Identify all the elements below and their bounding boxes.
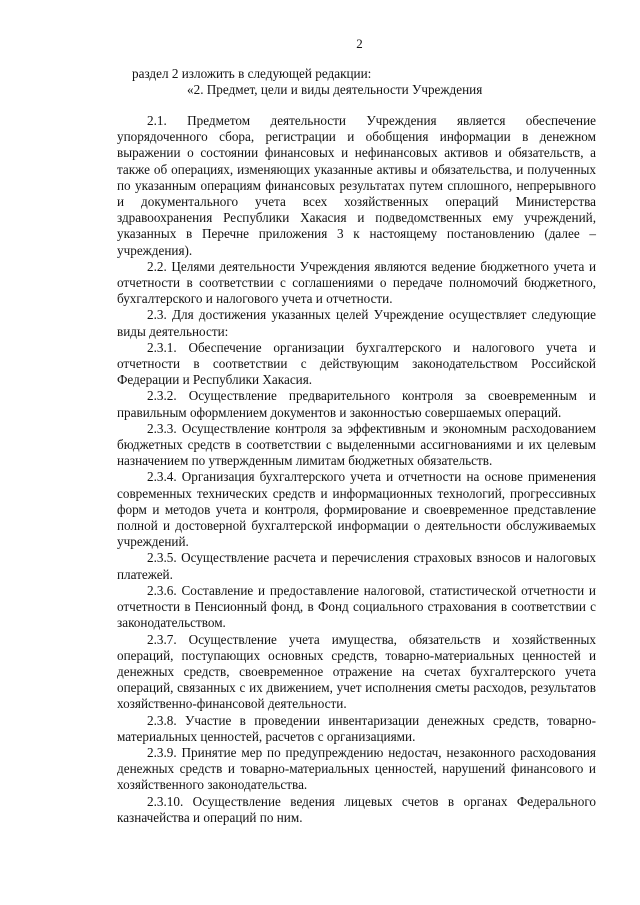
paragraph-2-3-3: 2.3.3. Осуществление контроля за эффективным и экономным расходованием бюджетных средств в соответствии с выделенными ассигнованиями и их целевым назначением по утвержденным лимитам бюджетных обязательств. [117, 420, 596, 469]
section-title: «2. Предмет, цели и виды деятельности Учреждения [187, 82, 483, 97]
paragraph-2-3-9: 2.3.9. Принятие мер по предупреждению недостач, незаконного расходования денежных средств и товарно-материальных ценностей, нарушений финансового и хозяйственного законодательства. [117, 744, 596, 793]
paragraph-2-3-5: 2.3.5. Осуществление расчета и перечисления страховых взносов и налоговых платежей. [117, 550, 596, 582]
intro-line: раздел 2 изложить в следующей редакции: [132, 66, 372, 81]
paragraph-2-3-7: 2.3.7. Осуществление учета имущества, обязательств и хозяйственных операций, поступающих основных средств, товарно-материальных ценностей и денежных средств, своевременное отражение на счетах бухгалтерского учета операций, связанных с их движением, учет исполнения сметы расходов, результатов хозяйственно-финансовой деятельности. [117, 631, 596, 712]
body-text [117, 113, 596, 826]
paragraph-2-2: 2.2. Целями деятельности Учреждения являются ведение бюджетного учета и отчетности в соответствии с соглашениями о передаче полномочий бюджетного, бухгалтерского и налогового учета и отчетности. [117, 258, 596, 307]
paragraph-2-3-4: 2.3.4. Организация бухгалтерского учета и отчетности на основе применения современных технических средств и информационных технологий, прогрессивных форм и методов учета и контроля, формирование и своевременное представление полной и достоверной бухгалтерской информации о деятельности обслуживаемых учреждений. [117, 469, 596, 550]
page-number: 2 [356, 36, 363, 51]
paragraph-2-3-6: 2.3.6. Составление и предоставление налоговой, статистической отчетности и отчетности в Пенсионный фонд, в Фонд социального страхования в соответствии с законодательством. [117, 582, 596, 631]
paragraph-2-1: 2.1. Предметом деятельности Учреждения является обеспечение упорядоченного сбора, регистрации и обобщения информации в денежном выражении о состоянии финансовых и нефинансовых активов и обязательств, а также об операциях, изменяющих указанные активы и обязательства, и полученных по указанным операциям финансовых результатах путем сплошного, непрерывного и документального учета всех хозяйственных операций Министерства здравоохранения Республики Хакасия и подведомственных ему учреждений, указанных в Перечне приложения 3 к настоящему постановлению (далее – учреждения). [117, 113, 596, 258]
paragraph-2-3-2: 2.3.2. Осуществление предварительного контроля за своевременным и правильным оформлением документов и законностью совершаемых операций. [117, 388, 596, 420]
paragraph-2-3: 2.3. Для достижения указанных целей Учреждение осуществляет следующие виды деятельности: [117, 307, 596, 339]
paragraph-2-3-8: 2.3.8. Участие в проведении инвентаризации денежных средств, товарно-материальных ценностей, расчетов с организациями. [117, 712, 596, 744]
paragraph-2-3-10: 2.3.10. Осуществление ведения лицевых счетов в органах Федерального казначейства и операций по ним. [117, 793, 596, 825]
paragraph-2-3-1: 2.3.1. Обеспечение организации бухгалтерского и налогового учета и отчетности в соответствии с действующим законодательством Российской Федерации и Республики Хакасия. [117, 339, 596, 388]
